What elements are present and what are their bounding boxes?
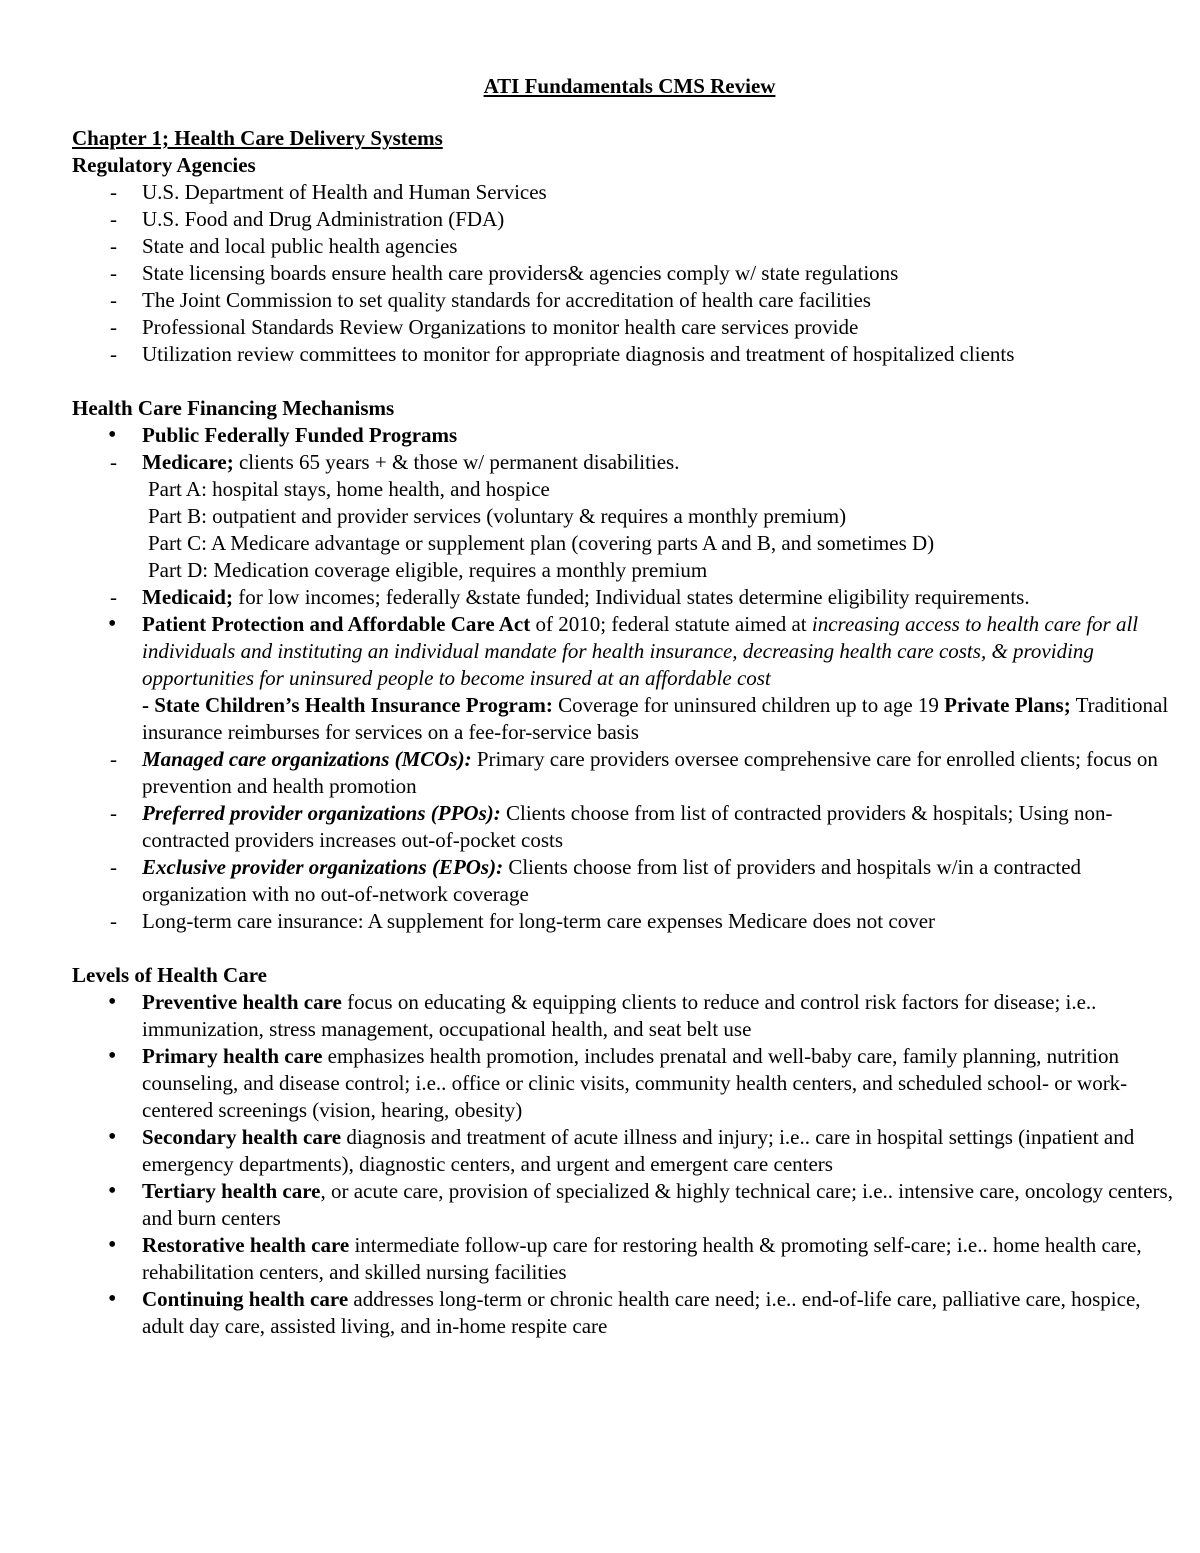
regulatory-list xyxy=(72,179,1187,368)
aca-text: of 2010; federal statute aimed at xyxy=(530,612,812,636)
level-text: emphasizes health promotion, includes prenatal and well-baby care, family planning, nutrition counseling, and disease control; i.e.. office or clinic visits, community health centers, and scheduled school- or work-centered screenings (vision, hearing, obesity) xyxy=(142,1044,1128,1122)
ppo-text: Clients choose from list of contracted providers & hospitals; Using non-contracted providers increases out-of-pocket costs xyxy=(142,801,1113,852)
chip-text: Coverage for uninsured children up to age 19 xyxy=(552,693,945,717)
medicaid-label: Medicaid; xyxy=(142,585,233,609)
financing-heading: Health Care Financing Mechanisms xyxy=(72,396,395,420)
list-item xyxy=(72,989,1187,1043)
aca-label: Patient Protection and Affordable Care Act xyxy=(142,612,531,636)
level-label: Restorative health care xyxy=(142,1233,350,1257)
private-plans-label: Private Plans; xyxy=(944,693,1071,717)
chip-label: - State Children’s Health Insurance Program: xyxy=(142,693,553,717)
public-programs-label: Public Federally Funded Programs xyxy=(142,423,458,447)
list-item xyxy=(72,854,1187,908)
regulatory-heading: Regulatory Agencies xyxy=(72,153,256,177)
list-item xyxy=(72,1286,1187,1340)
ppo-label: Preferred provider organizations (PPOs): xyxy=(142,801,501,825)
list-item xyxy=(72,1043,1187,1124)
list-item: - Long-term care insurance: A supplement for long-term care expenses Medicare does not cover xyxy=(72,908,1187,935)
insurance-types-list xyxy=(72,746,1187,935)
level-text: addresses long-term or chronic health care need; i.e.. end-of-life care, palliative care, hospice, adult day care, assisted living, and in-home respite care xyxy=(142,1287,1141,1338)
level-text: , or acute care, provision of specialized & highly technical care; i.e.. intensive care, oncology centers, and burn centers xyxy=(142,1179,1173,1230)
level-label: Tertiary health care xyxy=(142,1179,321,1203)
list-item: - U.S. Department of Health and Human Services xyxy=(72,179,1187,206)
levels-heading: Levels of Health Care xyxy=(72,963,267,987)
chapter-heading: Chapter 1; Health Care Delivery Systems xyxy=(72,126,443,150)
mco-text: Primary care providers oversee comprehensive care for enrolled clients; focus on prevention and health promotion xyxy=(142,747,1158,798)
list-item: - U.S. Food and Drug Administration (FDA) xyxy=(72,206,1187,233)
private-plans-text: Traditional insurance reimburses for services on a fee-for-service basis xyxy=(142,693,1169,744)
list-item xyxy=(72,584,1187,611)
aca-italic-text: increasing access to health care for all individuals and instituting an individual mandate for health insurance, decreasing health care costs, & providing opportunities for uninsured people to become insured at an affordable cost xyxy=(142,612,1139,690)
aca-list xyxy=(72,611,1187,746)
medicaid-text: for low incomes; federally &state funded; Individual states determine eligibility requirements. xyxy=(232,585,1030,609)
list-item xyxy=(72,1178,1187,1232)
level-label: Primary health care xyxy=(142,1044,323,1068)
level-label: Preventive health care xyxy=(142,990,342,1014)
document-page xyxy=(72,71,1187,1340)
medicare-part-a: Part A: hospital stays, home health, and hospice xyxy=(148,477,550,501)
list-item: - Utilization review committees to monitor for appropriate diagnosis and treatment of hospitalized clients xyxy=(72,341,1187,368)
level-label: Continuing health care xyxy=(142,1287,349,1311)
list-item xyxy=(72,1232,1187,1286)
medicare-label: Medicare; xyxy=(142,450,234,474)
medicaid-list xyxy=(72,584,1187,611)
medicare-part-d: Part D: Medication coverage eligible, requires a monthly premium xyxy=(148,558,708,582)
document-title: ATI Fundamentals CMS Review xyxy=(483,74,776,98)
list-item: - The Joint Commission to set quality standards for accreditation of health care facilities xyxy=(72,287,1187,314)
list-item xyxy=(72,611,1187,746)
list-item: - Professional Standards Review Organizations to monitor health care services provide xyxy=(72,314,1187,341)
medicare-part-b: Part B: outpatient and provider services (voluntary & requires a monthly premium) xyxy=(148,504,847,528)
list-item xyxy=(72,800,1187,854)
epo-text: Clients choose from list of providers and hospitals w/in a contracted organization with no out-of-network coverage xyxy=(142,855,1082,906)
medicare-part-c: Part C: A Medicare advantage or supplement plan (covering parts A and B, and sometimes D) xyxy=(148,531,935,555)
list-item: - State licensing boards ensure health care providers& agencies comply w/ state regulations xyxy=(72,260,1187,287)
level-label: Secondary health care xyxy=(142,1125,342,1149)
list-item xyxy=(72,1124,1187,1178)
list-item xyxy=(72,422,1187,449)
list-item: - State and local public health agencies xyxy=(72,233,1187,260)
public-programs-list xyxy=(72,422,1187,449)
epo-label: Exclusive provider organizations (EPOs): xyxy=(142,855,504,879)
level-text: intermediate follow-up care for restoring health & promoting self-care; i.e.. home health care, rehabilitation centers, and skilled nursing facilities xyxy=(142,1233,1142,1284)
medicare-list xyxy=(72,449,1187,476)
level-text: focus on educating & equipping clients to reduce and control risk factors for disease; i.e.. immunization, stress management, occupational health, and seat belt use xyxy=(142,990,1097,1041)
list-item xyxy=(72,746,1187,800)
levels-list xyxy=(72,989,1187,1340)
medicare-text: clients 65 years + & those w/ permanent disabilities. xyxy=(233,450,680,474)
list-item xyxy=(72,449,1187,476)
mco-label: Managed care organizations (MCOs): xyxy=(142,747,472,771)
level-text: diagnosis and treatment of acute illness and injury; i.e.. care in hospital settings (inpatient and emergency departments), diagnostic centers, and urgent and emergent care centers xyxy=(142,1125,1135,1176)
